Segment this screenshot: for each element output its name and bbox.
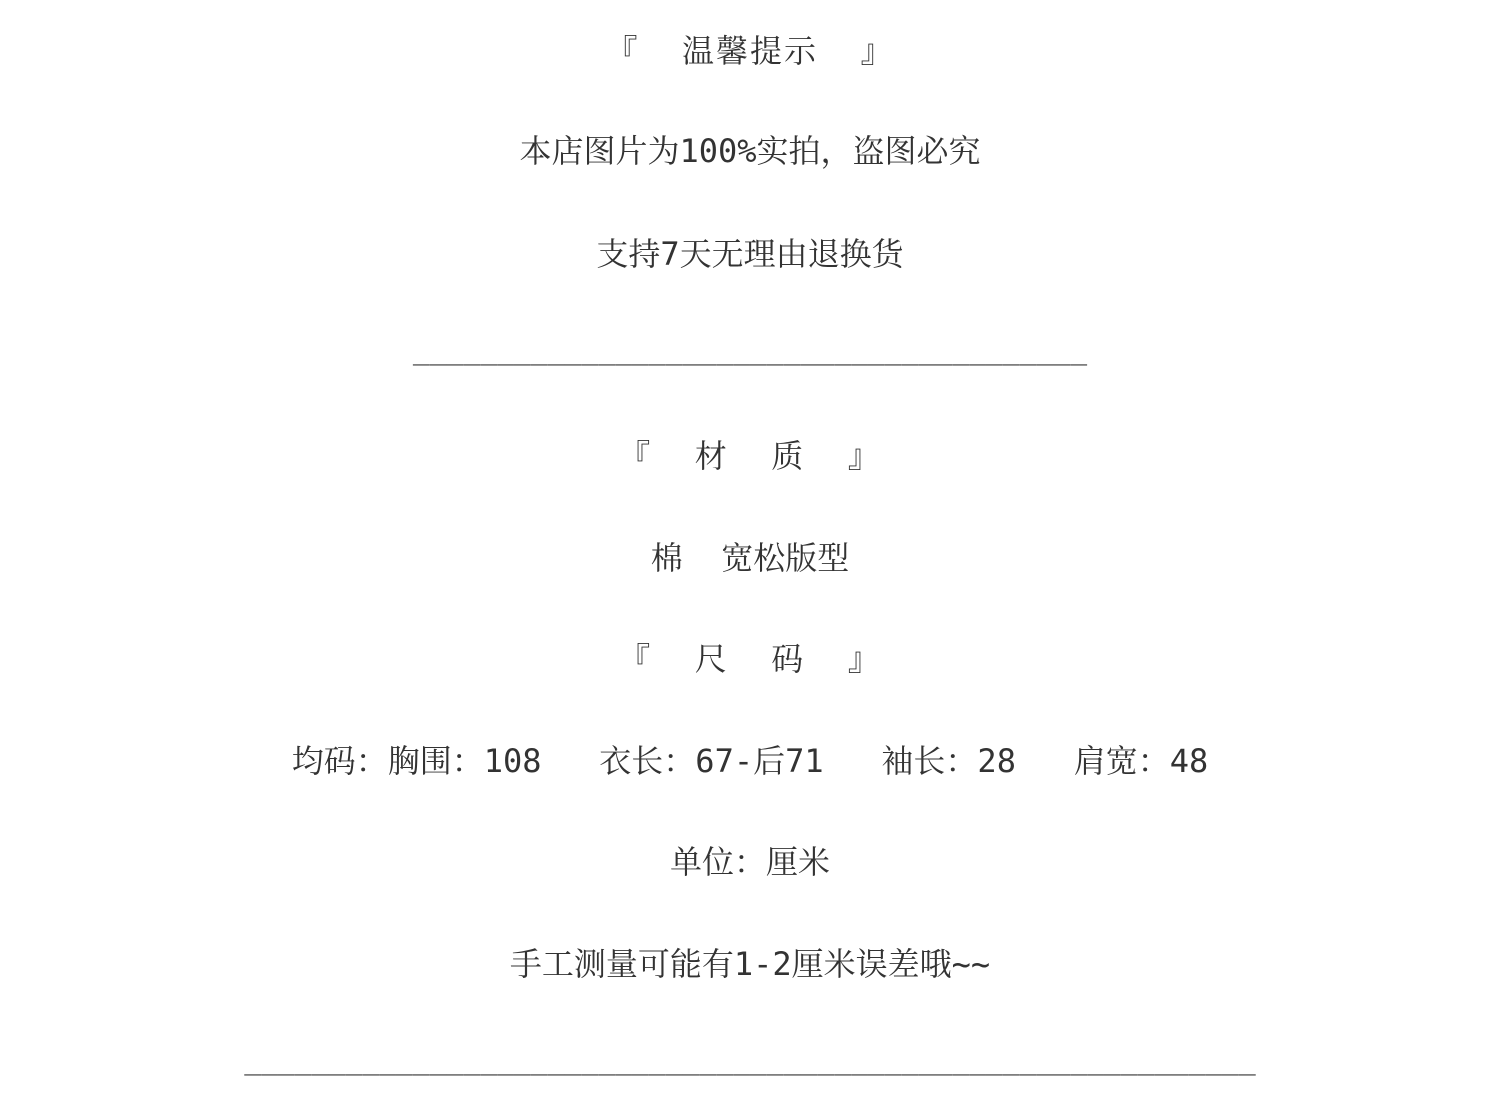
- material-heading: 『 材 质 』: [618, 437, 882, 475]
- material-text: 棉 宽松版型: [650, 539, 850, 577]
- size-unit-text: 单位：厘米: [669, 843, 830, 881]
- section-divider: ________________________________________: [412, 333, 1088, 366]
- notice-heading: 『 温馨提示 』: [605, 32, 895, 70]
- return-policy-text: 支持7天无理由退换货: [596, 235, 904, 273]
- size-measurements-text: 均码：胸围：108 衣长：67-后71 袖长：28 肩宽：48: [291, 742, 1209, 780]
- bottom-divider: ____________________________________________________________: [244, 1043, 1256, 1076]
- size-heading: 『 尺 码 』: [618, 640, 882, 678]
- photo-notice-text: 本店图片为100%实拍，盗图必究: [519, 132, 981, 170]
- measurement-note-text: 手工测量可能有1-2厘米误差哦~~: [509, 945, 991, 983]
